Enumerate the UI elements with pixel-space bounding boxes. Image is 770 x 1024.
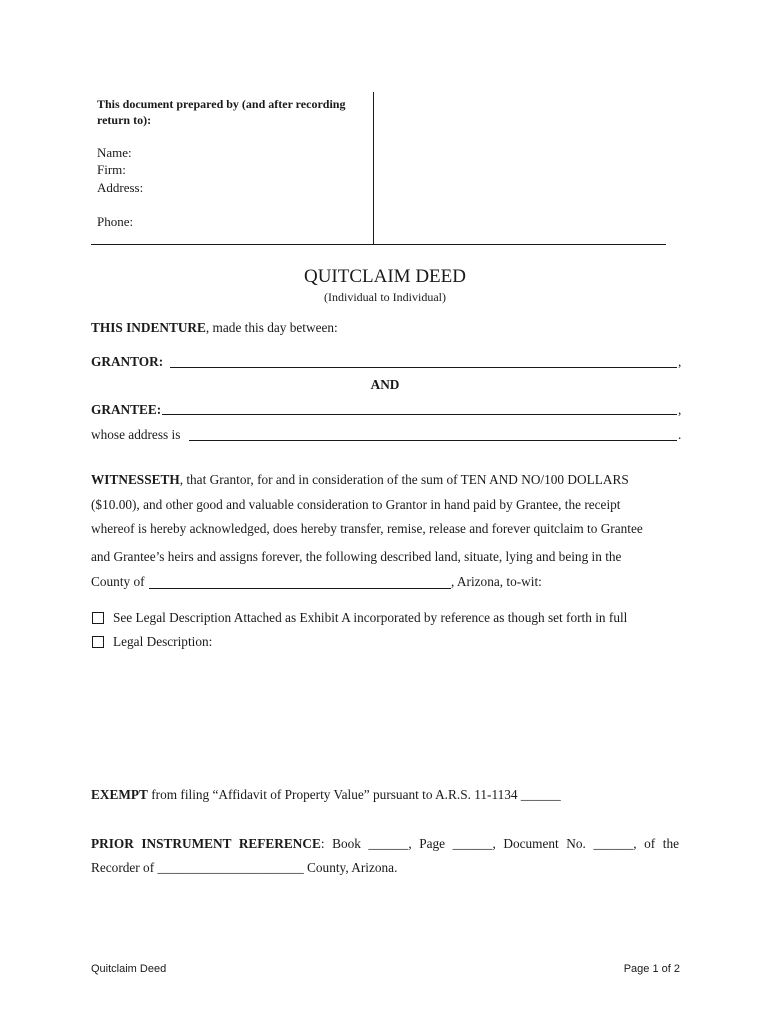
indenture-rest: , made this day between: [205,320,338,335]
county-after: , Arizona, to-wit: [451,574,542,589]
firm-label: Firm: [97,162,126,177]
exhibit-a-checkbox[interactable] [92,612,104,624]
witnesseth-line-1 [91,472,629,488]
witnesseth-line-2: ($10.00), and other good and valuable consideration to Grantor in hand paid by Grantee, the receipt [91,497,621,512]
exempt-rest: from filing “Affidavit of Property Value” pursuant to A.R.S. 11-1134 ______ [147,787,561,802]
witnesseth-line-1-text: , that Grantor, for and in consideration of the sum of TEN AND NO/100 DOLLARS [179,472,629,487]
county-label: County of [91,574,145,589]
and-label: AND [370,377,400,392]
grantee-label: GRANTEE: [91,402,162,417]
address-label-text: whose address is [91,427,181,442]
prior-reference-line-1-text: : Book ______, Page ______, Document No. ______, of the [320,836,680,851]
grantor-comma: , [678,354,682,369]
grantor-label: GRANTOR: [91,354,164,369]
prior-reference-line-1 [91,836,679,852]
indenture-line [91,320,338,336]
document-subtitle: (Individual to Individual) [324,290,446,304]
exhibit-a-label: See Legal Description Attached as Exhibit A incorporated by reference as though set forth in full [113,610,628,625]
witnesseth-line-3: whereof is hereby acknowledged, does hereby transfer, remise, release and forever quitclaim to Grantee [91,521,643,536]
prepared-by-heading: This document prepared by (and after recording return to): [97,97,346,127]
exempt-bold: EXEMPT [91,787,148,802]
exempt-line [91,787,561,803]
header-divider-vertical [373,92,374,245]
grantor-field[interactable] [170,367,677,368]
legal-description-label: Legal Description: [113,634,213,649]
document-title: QUITCLAIM DEED [303,266,466,287]
grantee-comma: , [678,402,682,417]
grantee-address-field[interactable] [189,440,677,441]
indenture-bold: THIS INDENTURE [91,320,206,335]
phone-label: Phone: [97,214,134,229]
prior-reference-bold: PRIOR INSTRUMENT REFERENCE [91,836,321,851]
header-divider-horizontal [91,244,666,245]
footer-left: Quitclaim Deed [91,963,167,975]
address-label: Address: [97,180,144,195]
witnesseth-bold: WITNESSETH [91,472,180,487]
legal-description-checkbox[interactable] [92,636,104,648]
address-period: . [678,427,682,442]
witnesseth-line-4: and Grantee’s heirs and assigns forever, the following described land, situate, lying and being in the [91,549,622,564]
county-field[interactable] [149,588,451,589]
footer-right: Page 1 of 2 [623,963,680,975]
grantee-field[interactable] [162,414,677,415]
name-label: Name: [97,145,132,160]
prior-reference-line-2: Recorder of ______________________ County, Arizona. [91,860,398,875]
